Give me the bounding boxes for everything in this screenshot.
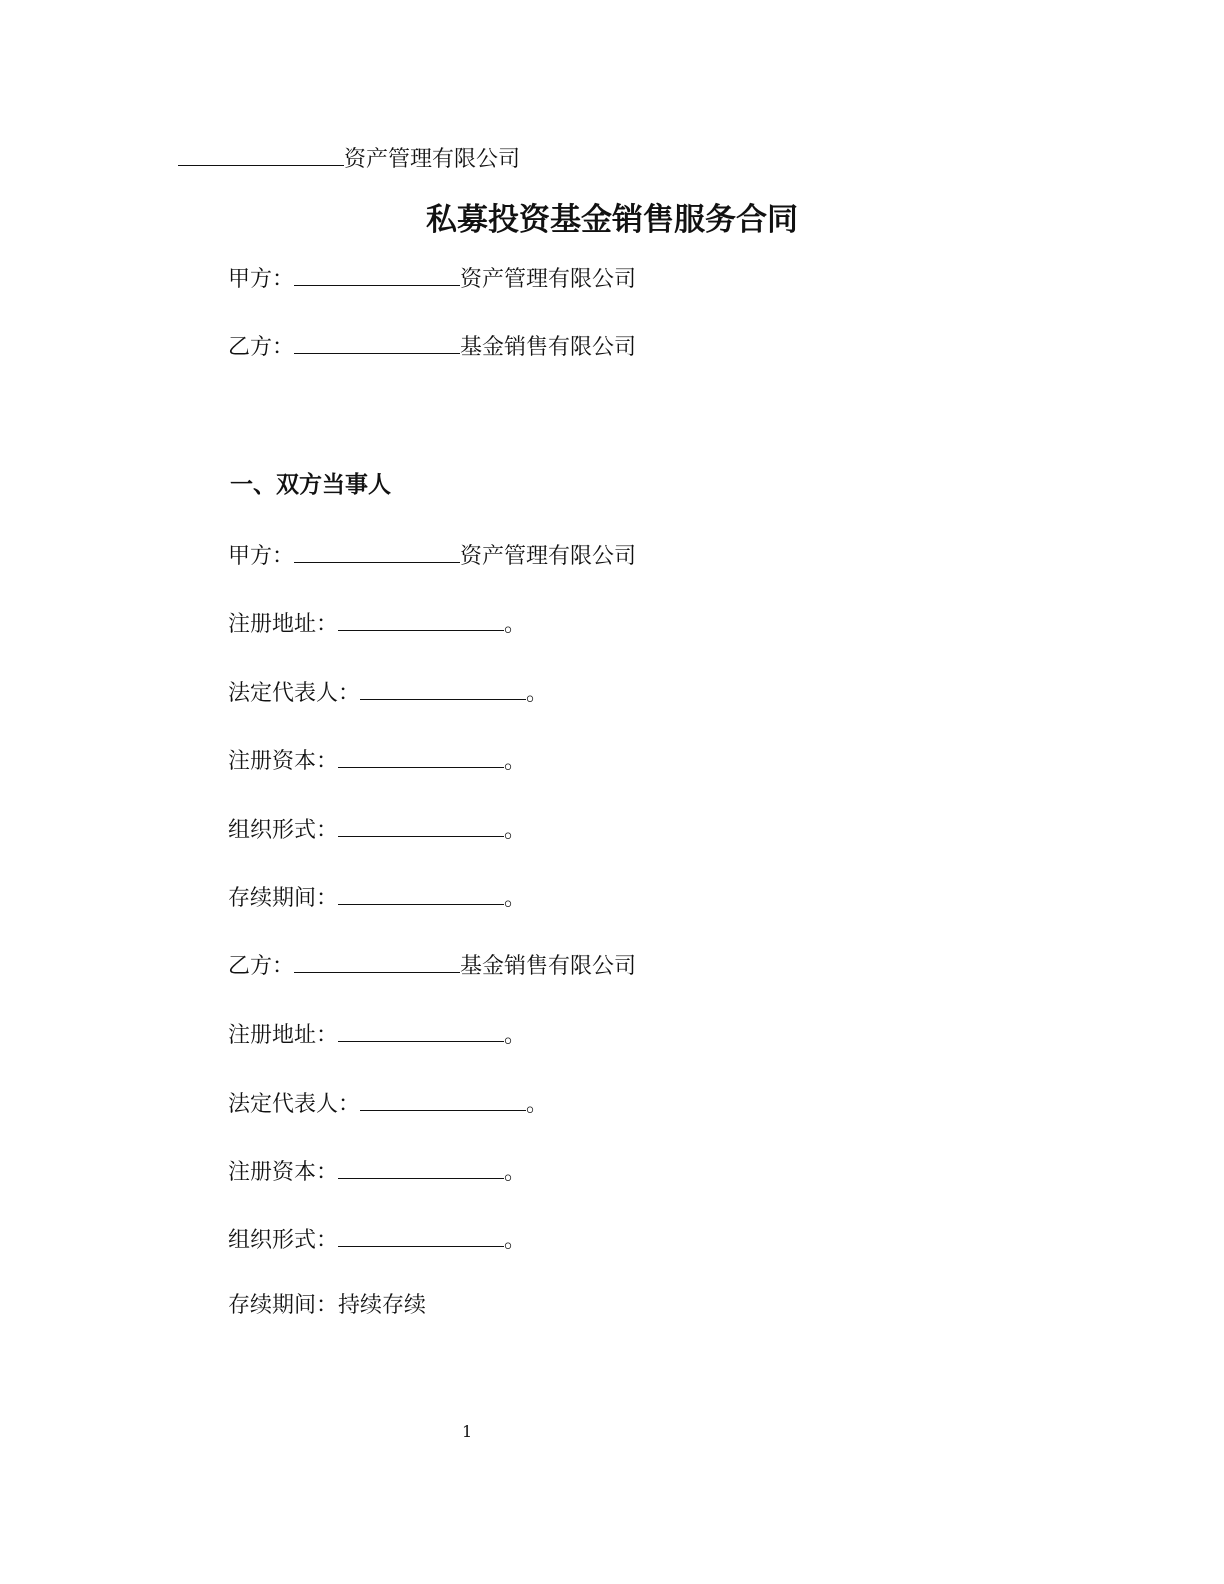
period: 。	[504, 886, 527, 911]
party-a-suffix: 资产管理有限公司	[460, 544, 637, 569]
blank-field[interactable]	[294, 540, 460, 563]
party-b-legal-rep-row	[228, 1088, 548, 1119]
party-a-name-row	[228, 540, 636, 571]
blank-field[interactable]	[294, 950, 460, 973]
blank-field[interactable]	[338, 1156, 504, 1179]
party-b-suffix: 基金销售有限公司	[460, 335, 637, 360]
blank-field[interactable]	[338, 745, 504, 768]
party-a-suffix: 资产管理有限公司	[460, 267, 637, 292]
period: 。	[504, 818, 527, 843]
intro-party-a	[228, 263, 636, 294]
page-number: 1	[462, 1422, 473, 1441]
party-a-label: 甲方：	[228, 267, 295, 292]
period: 。	[504, 1023, 527, 1048]
party-a-legal-rep-row	[228, 677, 548, 708]
party-a-address-row	[228, 608, 526, 639]
blank-field[interactable]	[360, 677, 526, 700]
header-company-line	[178, 143, 520, 174]
section-heading: 一、双方当事人	[230, 471, 391, 498]
field-value: 持续存续	[338, 1293, 427, 1318]
blank-field[interactable]	[338, 1019, 504, 1042]
party-b-org-form-row	[228, 1224, 526, 1255]
party-b-address-row	[228, 1019, 526, 1050]
blank-field[interactable]	[294, 263, 460, 286]
party-b-label: 乙方：	[228, 335, 295, 360]
party-a-label: 甲方：	[228, 544, 295, 569]
party-a-duration-row	[228, 882, 526, 913]
period: 。	[504, 612, 527, 637]
field-label: 注册地址：	[228, 1023, 339, 1048]
party-b-duration-row	[228, 1292, 426, 1320]
blank-field[interactable]	[294, 331, 460, 354]
intro-party-b	[228, 331, 636, 362]
field-label: 法定代表人：	[228, 681, 361, 706]
party-a-capital-row	[228, 745, 526, 776]
field-label: 注册资本：	[228, 1160, 339, 1185]
party-b-capital-row	[228, 1156, 526, 1187]
field-label: 组织形式：	[228, 818, 339, 843]
party-a-org-form-row	[228, 814, 526, 845]
period: 。	[526, 1092, 549, 1117]
field-label: 注册地址：	[228, 612, 339, 637]
blank-field[interactable]	[178, 143, 344, 166]
document-title: 私募投资基金销售服务合同	[426, 202, 798, 238]
period: 。	[504, 1160, 527, 1185]
field-label: 存续期间：	[228, 886, 339, 911]
field-label: 注册资本：	[228, 749, 339, 774]
blank-field[interactable]	[338, 814, 504, 837]
field-label: 存续期间：	[228, 1293, 339, 1318]
period: 。	[504, 1228, 527, 1253]
field-label: 组织形式：	[228, 1228, 339, 1253]
blank-field[interactable]	[338, 608, 504, 631]
party-b-label: 乙方：	[228, 954, 295, 979]
party-b-name-row	[228, 950, 636, 981]
blank-field[interactable]	[360, 1088, 526, 1111]
field-label: 法定代表人：	[228, 1092, 361, 1117]
blank-field[interactable]	[338, 1224, 504, 1247]
blank-field[interactable]	[338, 882, 504, 905]
party-b-suffix: 基金销售有限公司	[460, 954, 637, 979]
header-company-suffix: 资产管理有限公司	[344, 147, 521, 172]
period: 。	[504, 749, 527, 774]
period: 。	[526, 681, 549, 706]
